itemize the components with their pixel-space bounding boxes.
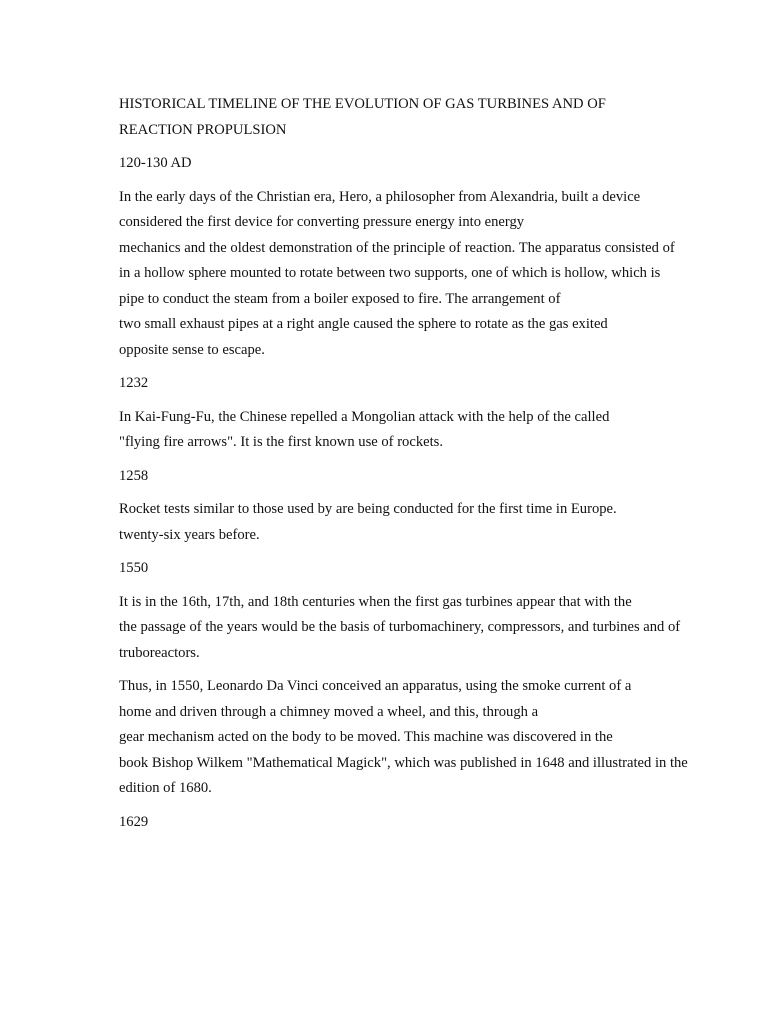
year-heading-1232 bbox=[119, 371, 739, 397]
paragraph-line: two small exhaust pipes at a right angle caused the sphere to rotate as the gas exited bbox=[119, 316, 608, 332]
year-heading-120-130-ad bbox=[119, 151, 739, 177]
paragraph-line: book Bishop Wilkem "Mathematical Magick", which was published in 1648 and illustrated in the bbox=[119, 754, 688, 771]
year-heading-1258 bbox=[119, 464, 739, 490]
year-heading: 1550 bbox=[119, 560, 149, 576]
paragraph-centuries bbox=[119, 590, 739, 667]
document-title bbox=[119, 92, 739, 143]
paragraph-line: the passage of the years would be the basis of turbomachinery, compressors, and turbines and of bbox=[119, 619, 681, 635]
year-heading: 1258 bbox=[119, 467, 149, 484]
title-line: REACTION PROPULSION bbox=[119, 121, 287, 138]
year-heading: 1629 bbox=[119, 813, 149, 830]
paragraph-line: truboreactors. bbox=[119, 644, 200, 661]
paragraph-line: considered the first device for converting pressure energy into energy bbox=[119, 214, 525, 230]
paragraph-line: opposite sense to escape. bbox=[119, 341, 265, 358]
paragraph-line: mechanics and the oldest demonstration of the principle of reaction. The apparatus consisted of bbox=[119, 239, 675, 256]
paragraph-line: It is in the 16th, 17th, and 18th centuries when the first gas turbines appear that with the bbox=[119, 593, 632, 610]
paragraph-line: home and driven through a chimney moved a wheel, and this, through a bbox=[119, 703, 539, 720]
paragraph-line: In Kai-Fung-Fu, the Chinese repelled a Mongolian attack with the help of the called bbox=[119, 408, 610, 425]
paragraph-line: In the early days of the Christian era, Hero, a philosopher from Alexandria, built a device bbox=[119, 188, 641, 205]
year-heading: 1232 bbox=[119, 375, 149, 391]
paragraph-line: in a hollow sphere mounted to rotate between two supports, one of which is hollow, which is bbox=[119, 265, 661, 281]
paragraph-line: edition of 1680. bbox=[119, 780, 212, 796]
paragraph-line: twenty-six years before. bbox=[119, 526, 260, 543]
paragraph-da-vinci bbox=[119, 674, 739, 802]
year-heading: 120-130 AD bbox=[119, 155, 192, 171]
paragraph-line: Rocket tests similar to those used by are being conducted for the first time in Europe. bbox=[119, 501, 617, 517]
paragraph-line: "flying fire arrows". It is the first known use of rockets. bbox=[119, 434, 443, 450]
paragraph-rocket-tests bbox=[119, 497, 739, 548]
paragraph-line: pipe to conduct the steam from a boiler exposed to fire. The arrangement of bbox=[119, 290, 561, 307]
document-page bbox=[119, 92, 739, 843]
paragraph-line: gear mechanism acted on the body to be moved. This machine was discovered in the bbox=[119, 729, 613, 745]
title-line: HISTORICAL TIMELINE OF THE EVOLUTION OF GAS TURBINES AND OF bbox=[119, 96, 606, 112]
year-heading-1629 bbox=[119, 810, 739, 836]
paragraph-hero bbox=[119, 185, 739, 364]
paragraph-kai-fung-fu bbox=[119, 405, 739, 456]
paragraph-line: Thus, in 1550, Leonardo Da Vinci conceived an apparatus, using the smoke current of a bbox=[119, 678, 632, 694]
year-heading-1550 bbox=[119, 556, 739, 582]
